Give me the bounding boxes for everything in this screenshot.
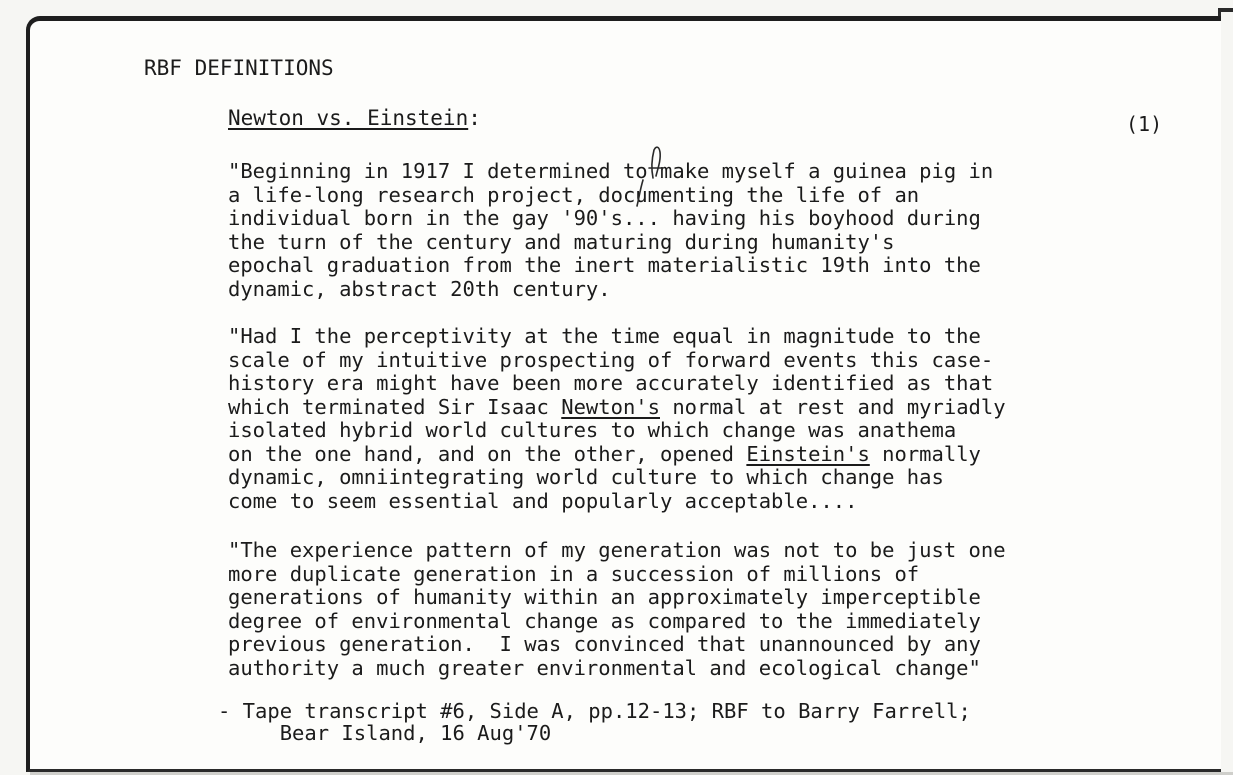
section-title <box>228 106 481 130</box>
paragraph-line: degree of environmental change as compared to the immediately <box>228 608 981 633</box>
paragraph-line: "The experience pattern of my generation was not to be just one <box>228 538 1006 562</box>
line-text: which terminated Sir Isaac <box>228 394 562 419</box>
quote-paragraph-1 <box>228 160 993 301</box>
line-text: normal at rest and myriadly <box>660 394 1006 419</box>
paragraph-line: history era might have been more accurately identified as that <box>228 371 994 395</box>
paragraph-line: more duplicate generation in a succession of millions of <box>228 561 920 586</box>
paragraph-line: dynamic, omniintegrating world culture to which change has <box>228 465 944 489</box>
line-text: on the one hand, and on the other, opened <box>228 441 747 466</box>
paragraph-line: previous generation. I was convinced that unannounced by any <box>228 632 981 656</box>
paragraph-line: generations of humanity within an approximately imperceptible <box>228 585 981 609</box>
paragraph-line: isolated hybrid world cultures to which change was anathema <box>228 418 957 442</box>
paragraph-line: authority a much greater environmental and ecological change" <box>228 655 981 680</box>
document-heading: RBF DEFINITIONS <box>144 56 334 80</box>
paragraph-line <box>228 443 1006 467</box>
handwritten-correction-mark <box>625 138 685 208</box>
paragraph-line: dynamic, abstract 20th century. <box>228 276 611 301</box>
paragraph-line: come to seem essential and popularly acceptable.... <box>228 488 858 513</box>
paragraph-line <box>228 396 1006 420</box>
paragraph-line: "Had I the perceptivity at the time equal in magnitude to the <box>228 324 981 348</box>
paragraph-line: individual born in the gay '90's... having his boyhood during <box>228 206 981 230</box>
underlined-name-einstein: Einstein's <box>746 441 870 466</box>
paragraph-line: a life-long research project, documenting the life of an <box>228 182 920 207</box>
citation-line: - Tape transcript #6, Side A, pp.12-13; RBF to Barry Farrell; <box>218 699 971 723</box>
page-number: (1) <box>1126 112 1163 136</box>
quote-paragraph-2 <box>228 325 1006 513</box>
citation-line: Bear Island, 16 Aug'70 <box>218 721 552 745</box>
quote-paragraph-3 <box>228 539 1006 680</box>
paragraph-line: scale of my intuitive prospecting of forward events this case- <box>228 347 994 372</box>
paragraph-line: "Beginning in 1917 I determined to make myself a guinea pig in <box>228 159 994 183</box>
section-title-colon: : <box>468 106 481 130</box>
section-title-text: Newton vs. Einstein <box>228 106 469 130</box>
underlined-name-newton: Newton's <box>561 394 660 419</box>
paragraph-line: epochal graduation from the inert materialistic 19th into the <box>228 253 981 277</box>
line-text: normally <box>869 441 981 466</box>
citation <box>218 700 971 744</box>
paragraph-line: the turn of the century and maturing during humanity's <box>228 229 895 254</box>
